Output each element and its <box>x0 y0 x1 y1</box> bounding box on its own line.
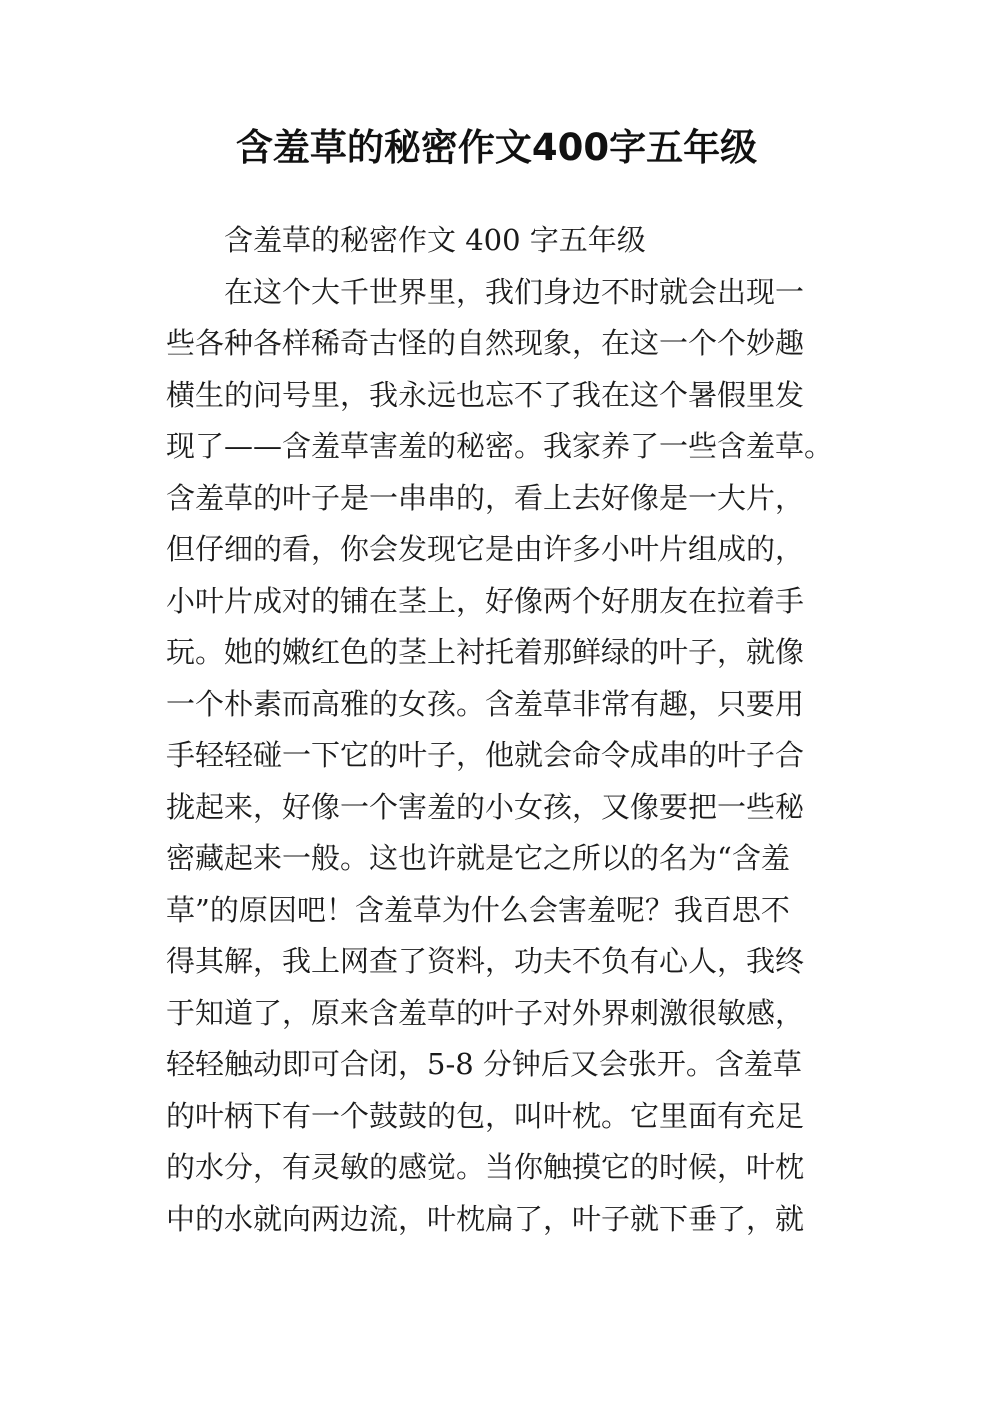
paragraph-line: 拢起来，好像一个害羞的小女孩，又像要把一些秘 <box>166 789 805 824</box>
paragraph-line: 含羞草的叶子是一串串的，看上去好像是一大片， <box>166 480 805 515</box>
paragraph-line: 一个朴素而高雅的女孩。含羞草非常有趣，只要用 <box>166 686 805 721</box>
paragraph-line: 但仔细的看，你会发现它是由许多小叶片组成的， <box>166 532 805 566</box>
paragraph-line: 密藏起来一般。这也许就是它之所以的名为“含羞 <box>166 841 790 875</box>
paragraph-line: 现了——含羞草害羞的秘密。我家养了一些含羞草。 <box>166 429 834 463</box>
paragraph-line: 些各种各样稀奇古怪的自然现象，在这一个个妙趣 <box>166 326 805 360</box>
paragraph-line: 在这个大千世界里，我们身边不时就会出现一 <box>224 274 805 309</box>
paragraph-line: 轻轻触动即可合闭，5-8 分钟后又会张开。含羞草 <box>166 1047 802 1081</box>
paragraph-line: 玩。她的嫩红色的茎上衬托着那鲜绿的叶子，就像 <box>166 635 805 669</box>
paragraph-line: 横生的问号里，我永远也忘不了我在这个暑假里发 <box>166 377 805 412</box>
paragraph-line: 得其解，我上网查了资料，功夫不负有心人，我终 <box>166 944 805 978</box>
paragraph-line: 草”的原因吧！含羞草为什么会害羞呢？我百思不 <box>166 892 790 927</box>
paragraph-line: 于知道了，原来含羞草的叶子对外界刺激很敏感， <box>166 995 805 1030</box>
paragraph-line: 的叶柄下有一个鼓鼓的包，叫叶枕。它里面有充足 <box>166 1098 805 1133</box>
paragraph-line: 手轻轻碰一下它的叶子，他就会命令成串的叶子合 <box>166 738 805 772</box>
paragraph-line: 的水分，有灵敏的感觉。当你触摸它的时候，叶枕 <box>166 1150 805 1184</box>
document-title: 含羞草的秘密作文400字五年级 <box>235 126 758 169</box>
paragraph-line: 中的水就向两边流，叶枕扁了，叶子就下垂了，就 <box>166 1201 805 1236</box>
subtitle-line: 含羞草的秘密作文 400 字五年级 <box>224 223 646 257</box>
document-body <box>166 215 834 1245</box>
paragraph-line: 小叶片成对的铺在茎上，好像两个好朋友在拉着手 <box>166 583 805 618</box>
